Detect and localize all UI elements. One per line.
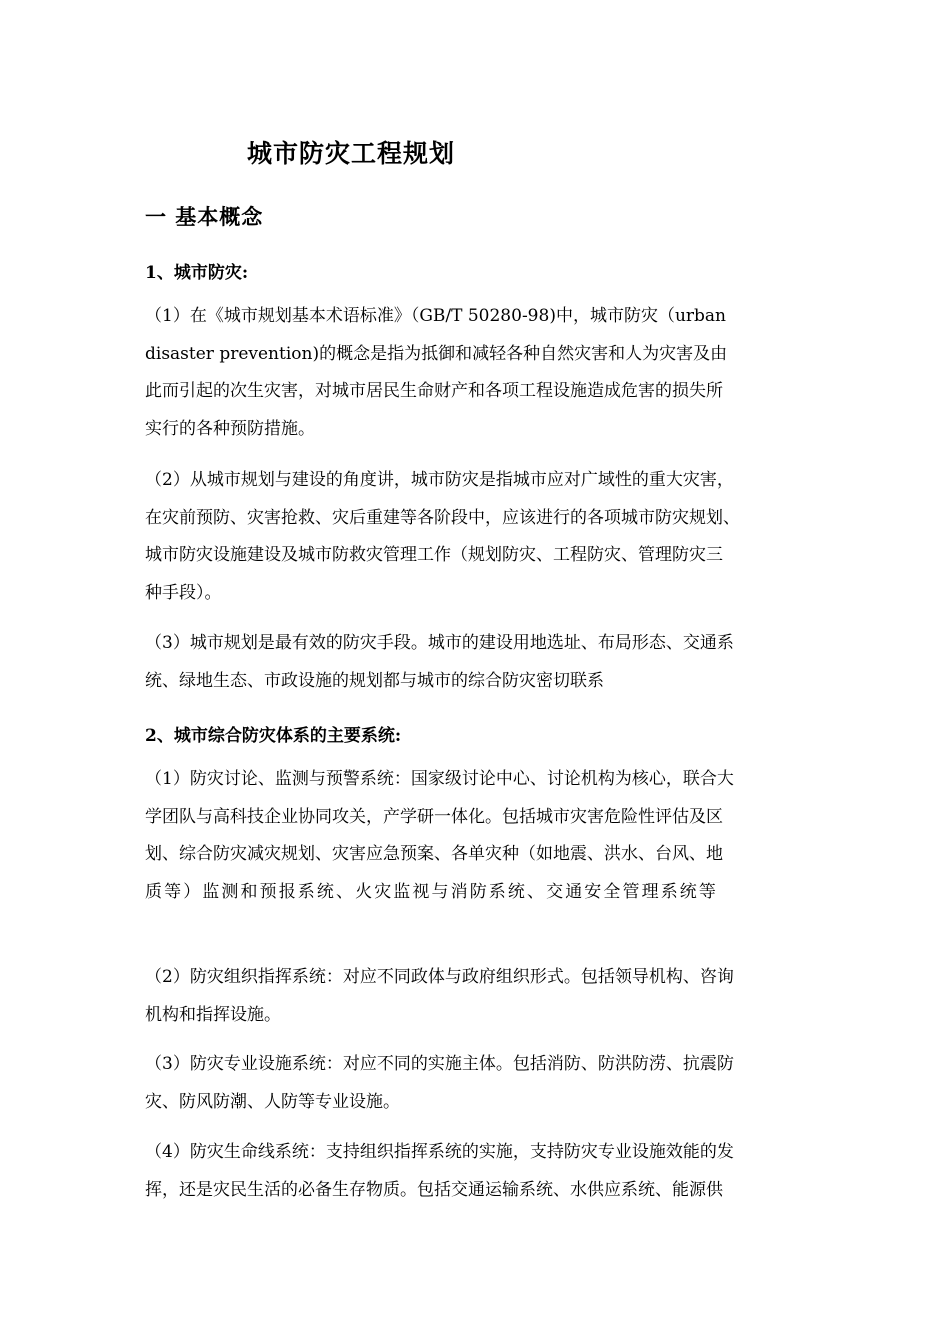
paragraph-1-3: [145, 625, 815, 700]
paragraph-line: 在灾前预防、灾害抢救、灾后重建等各阶段中，应该进行的各项城市防灾规划、: [145, 507, 740, 528]
paragraph-2-3: [145, 1046, 815, 1121]
paragraph-line: 种手段）。: [145, 582, 222, 603]
paragraph-line: 质等）监测和预报系统、火灾监视与消防系统、交通安全管理系统等: [145, 881, 718, 902]
paragraph-line: （1）防灾讨论、监测与预警系统：国家级讨论中心、讨论机构为核心，联合大: [145, 769, 734, 789]
paragraph-line: （2）防灾组织指挥系统：对应不同政体与政府组织形式。包括领导机构、咨询: [145, 967, 734, 987]
paragraph-1-1: [145, 298, 815, 448]
document-title: 城市防灾工程规划: [247, 139, 456, 168]
paragraph-2-2: [145, 959, 815, 1034]
subsection-heading-2: 2、城市综合防灾体系的主要系统:: [145, 726, 402, 746]
paragraph-line: （2）从城市规划与建设的角度讲，城市防灾是指城市应对广域性的重大灾害，: [145, 470, 734, 490]
paragraph-line: 机构和指挥设施。: [145, 1004, 281, 1025]
paragraph-line: disaster prevention)的概念是指为抵御和减轻各种自然灾害和人为灾害及由: [145, 343, 728, 364]
paragraph-line: 学团队与高科技企业协同攻关，产学研一体化。包括城市灾害危险性评估及区: [145, 806, 723, 827]
paragraph-2-1: [145, 761, 815, 911]
paragraph-2-4: [145, 1134, 815, 1209]
section-heading: 一 基本概念: [145, 204, 264, 229]
paragraph-line: 此而引起的次生灾害，对城市居民生命财产和各项工程设施造成危害的损失所: [145, 381, 723, 401]
paragraph-1-2: [145, 462, 815, 612]
paragraph-line: 实行的各种预防措施。: [145, 418, 315, 439]
paragraph-line: 统、绿地生态、市政设施的规划都与城市的综合防灾密切联系: [145, 670, 604, 691]
paragraph-line: 城市防灾设施建设及城市防救灾管理工作（规划防灾、工程防灾、管理防灾三: [145, 545, 723, 565]
paragraph-line: （3）防灾专业设施系统：对应不同的实施主体。包括消防、防洪防涝、抗震防: [145, 1054, 734, 1074]
paragraph-line: 挥，还是灾民生活的必备生存物质。包括交通运输系统、水供应系统、能源供: [145, 1179, 723, 1200]
subsection-heading-1: 1、城市防灾:: [145, 263, 249, 283]
paragraph-line: 划、综合防灾减灾规划、灾害应急预案、各单灾种（如地震、洪水、台风、地: [145, 844, 723, 864]
paragraph-line: 灾、防风防潮、人防等专业设施。: [145, 1091, 400, 1112]
paragraph-line: （3）城市规划是最有效的防灾手段。城市的建设用地选址、布局形态、交通系: [145, 633, 734, 653]
paragraph-line: （1）在《城市规划基本术语标准》（GB/T 50280-98)中，城市防灾（urban: [145, 306, 726, 326]
paragraph-line: （4）防灾生命线系统：支持组织指挥系统的实施，支持防灾专业设施效能的发: [145, 1142, 734, 1162]
